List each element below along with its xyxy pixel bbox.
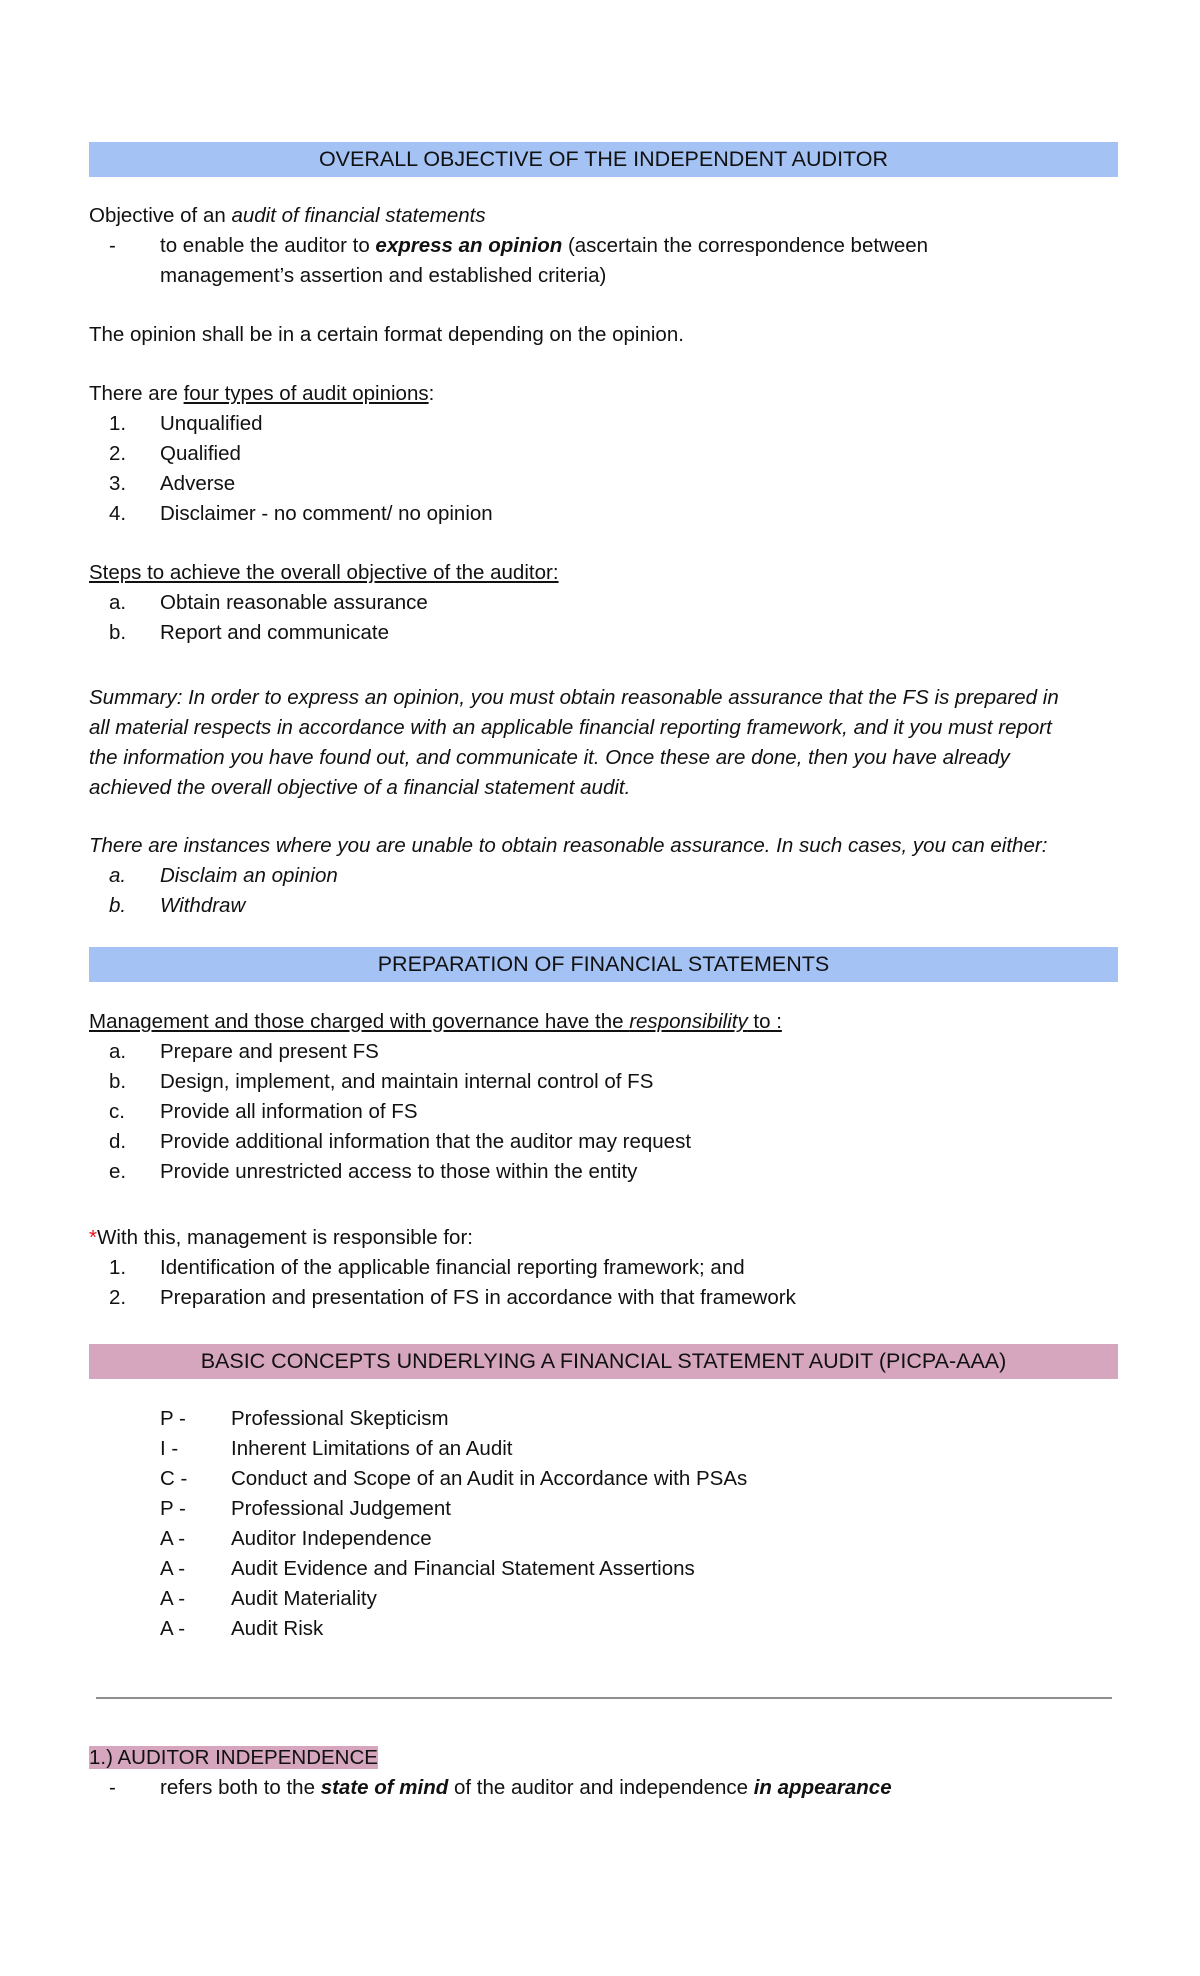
steps-block	[89, 558, 1117, 648]
auditor-independence-heading: 1.) AUDITOR INDEPENDENCE	[89, 1746, 378, 1769]
list-item: b. Design, implement, and maintain internal control of FS	[109, 1070, 654, 1093]
opinion-format-text: The opinion shall be in a certain format depending on the opinion.	[89, 323, 684, 346]
state-of-mind-emphasis: state of mind	[320, 1776, 449, 1799]
concepts-list	[89, 1404, 1117, 1644]
auditor-independence-block	[89, 1743, 1117, 1803]
with-this-line: *With this, management is responsible for:	[89, 1226, 473, 1249]
concept-item: A - Audit Materiality	[160, 1587, 377, 1610]
section-heading-basic-concepts: BASIC CONCEPTS UNDERLYING A FINANCIAL STATEMENT AUDIT (PICPA-AAA)	[89, 1344, 1118, 1379]
responsibility-intro: Management and those charged with governance have the responsibility to :	[89, 1010, 782, 1033]
horizontal-divider	[96, 1697, 1112, 1699]
concept-item: A - Auditor Independence	[160, 1527, 432, 1550]
dash-marker: -	[109, 234, 116, 257]
list-item: a. Disclaim an opinion	[109, 864, 338, 887]
objective-italic: audit of financial statements	[231, 204, 486, 227]
list-item: 2. Qualified	[109, 442, 241, 465]
concept-item: A - Audit Risk	[160, 1617, 324, 1640]
list-item: e. Provide unrestricted access to those within the entity	[109, 1160, 638, 1183]
list-item: 1. Identification of the applicable financial reporting framework; and	[109, 1256, 745, 1279]
instances-text: There are instances where you are unable to obtain reasonable assurance. In such cases, you can either:	[89, 834, 1048, 857]
objective-block	[89, 201, 1117, 291]
list-item: 3. Adverse	[109, 472, 236, 495]
section-heading-overall-objective: OVERALL OBJECTIVE OF THE INDEPENDENT AUDITOR	[89, 142, 1118, 177]
list-item: b. Report and communicate	[109, 621, 390, 644]
list-item: a. Prepare and present FS	[109, 1040, 379, 1063]
concept-item: C - Conduct and Scope of an Audit in Accordance with PSAs	[160, 1467, 748, 1490]
summary-paragraph: Summary: In order to express an opinion, you must obtain reasonable assurance that the FS is prepared in all material respects in accordance with an applicable financial reporting framework, and it you must report the information you have found out, and communicate it. Once these are done, then you have already achieved the overall objective of a financial statement audit.	[89, 686, 1059, 799]
in-appearance-emphasis: in appearance	[753, 1776, 892, 1799]
list-item: b. Withdraw	[109, 894, 246, 917]
management-block	[89, 1223, 1117, 1313]
list-item: 1. Unqualified	[109, 412, 263, 435]
list-item: c. Provide all information of FS	[109, 1100, 418, 1123]
section-heading-preparation: PREPARATION OF FINANCIAL STATEMENTS	[89, 947, 1118, 982]
responsibility-block	[89, 1007, 1117, 1187]
asterisk-mark: *	[89, 1226, 97, 1249]
objective-line: Objective of an audit of financial statements	[89, 204, 486, 227]
express-opinion-emphasis: express an opinion	[375, 234, 563, 257]
instances-block	[89, 831, 1117, 921]
opinion-types-intro: There are four types of audit opinions:	[89, 382, 435, 405]
list-item: d. Provide additional information that the auditor may request	[109, 1130, 692, 1153]
dash-item: - to enable the auditor to express an opinion (ascertain the correspondence between	[89, 231, 1117, 261]
list-item: 2. Preparation and presentation of FS in accordance with that framework	[109, 1286, 796, 1309]
list-item: a. Obtain reasonable assurance	[109, 591, 428, 614]
steps-title: Steps to achieve the overall objective of the auditor:	[89, 561, 559, 584]
dash-item-continuation: management’s assertion and established criteria)	[160, 264, 607, 287]
concept-item: I - Inherent Limitations of an Audit	[160, 1437, 513, 1460]
concept-item: A - Audit Evidence and Financial Statement Assertions	[160, 1557, 695, 1580]
opinion-types-block	[89, 379, 1117, 529]
dash-item: - refers both to the state of mind of the auditor and independence in appearance	[109, 1776, 892, 1799]
concept-item: P - Professional Skepticism	[160, 1407, 449, 1430]
list-item: 4. Disclaimer - no comment/ no opinion	[109, 502, 493, 525]
concept-item: P - Professional Judgement	[160, 1497, 451, 1520]
